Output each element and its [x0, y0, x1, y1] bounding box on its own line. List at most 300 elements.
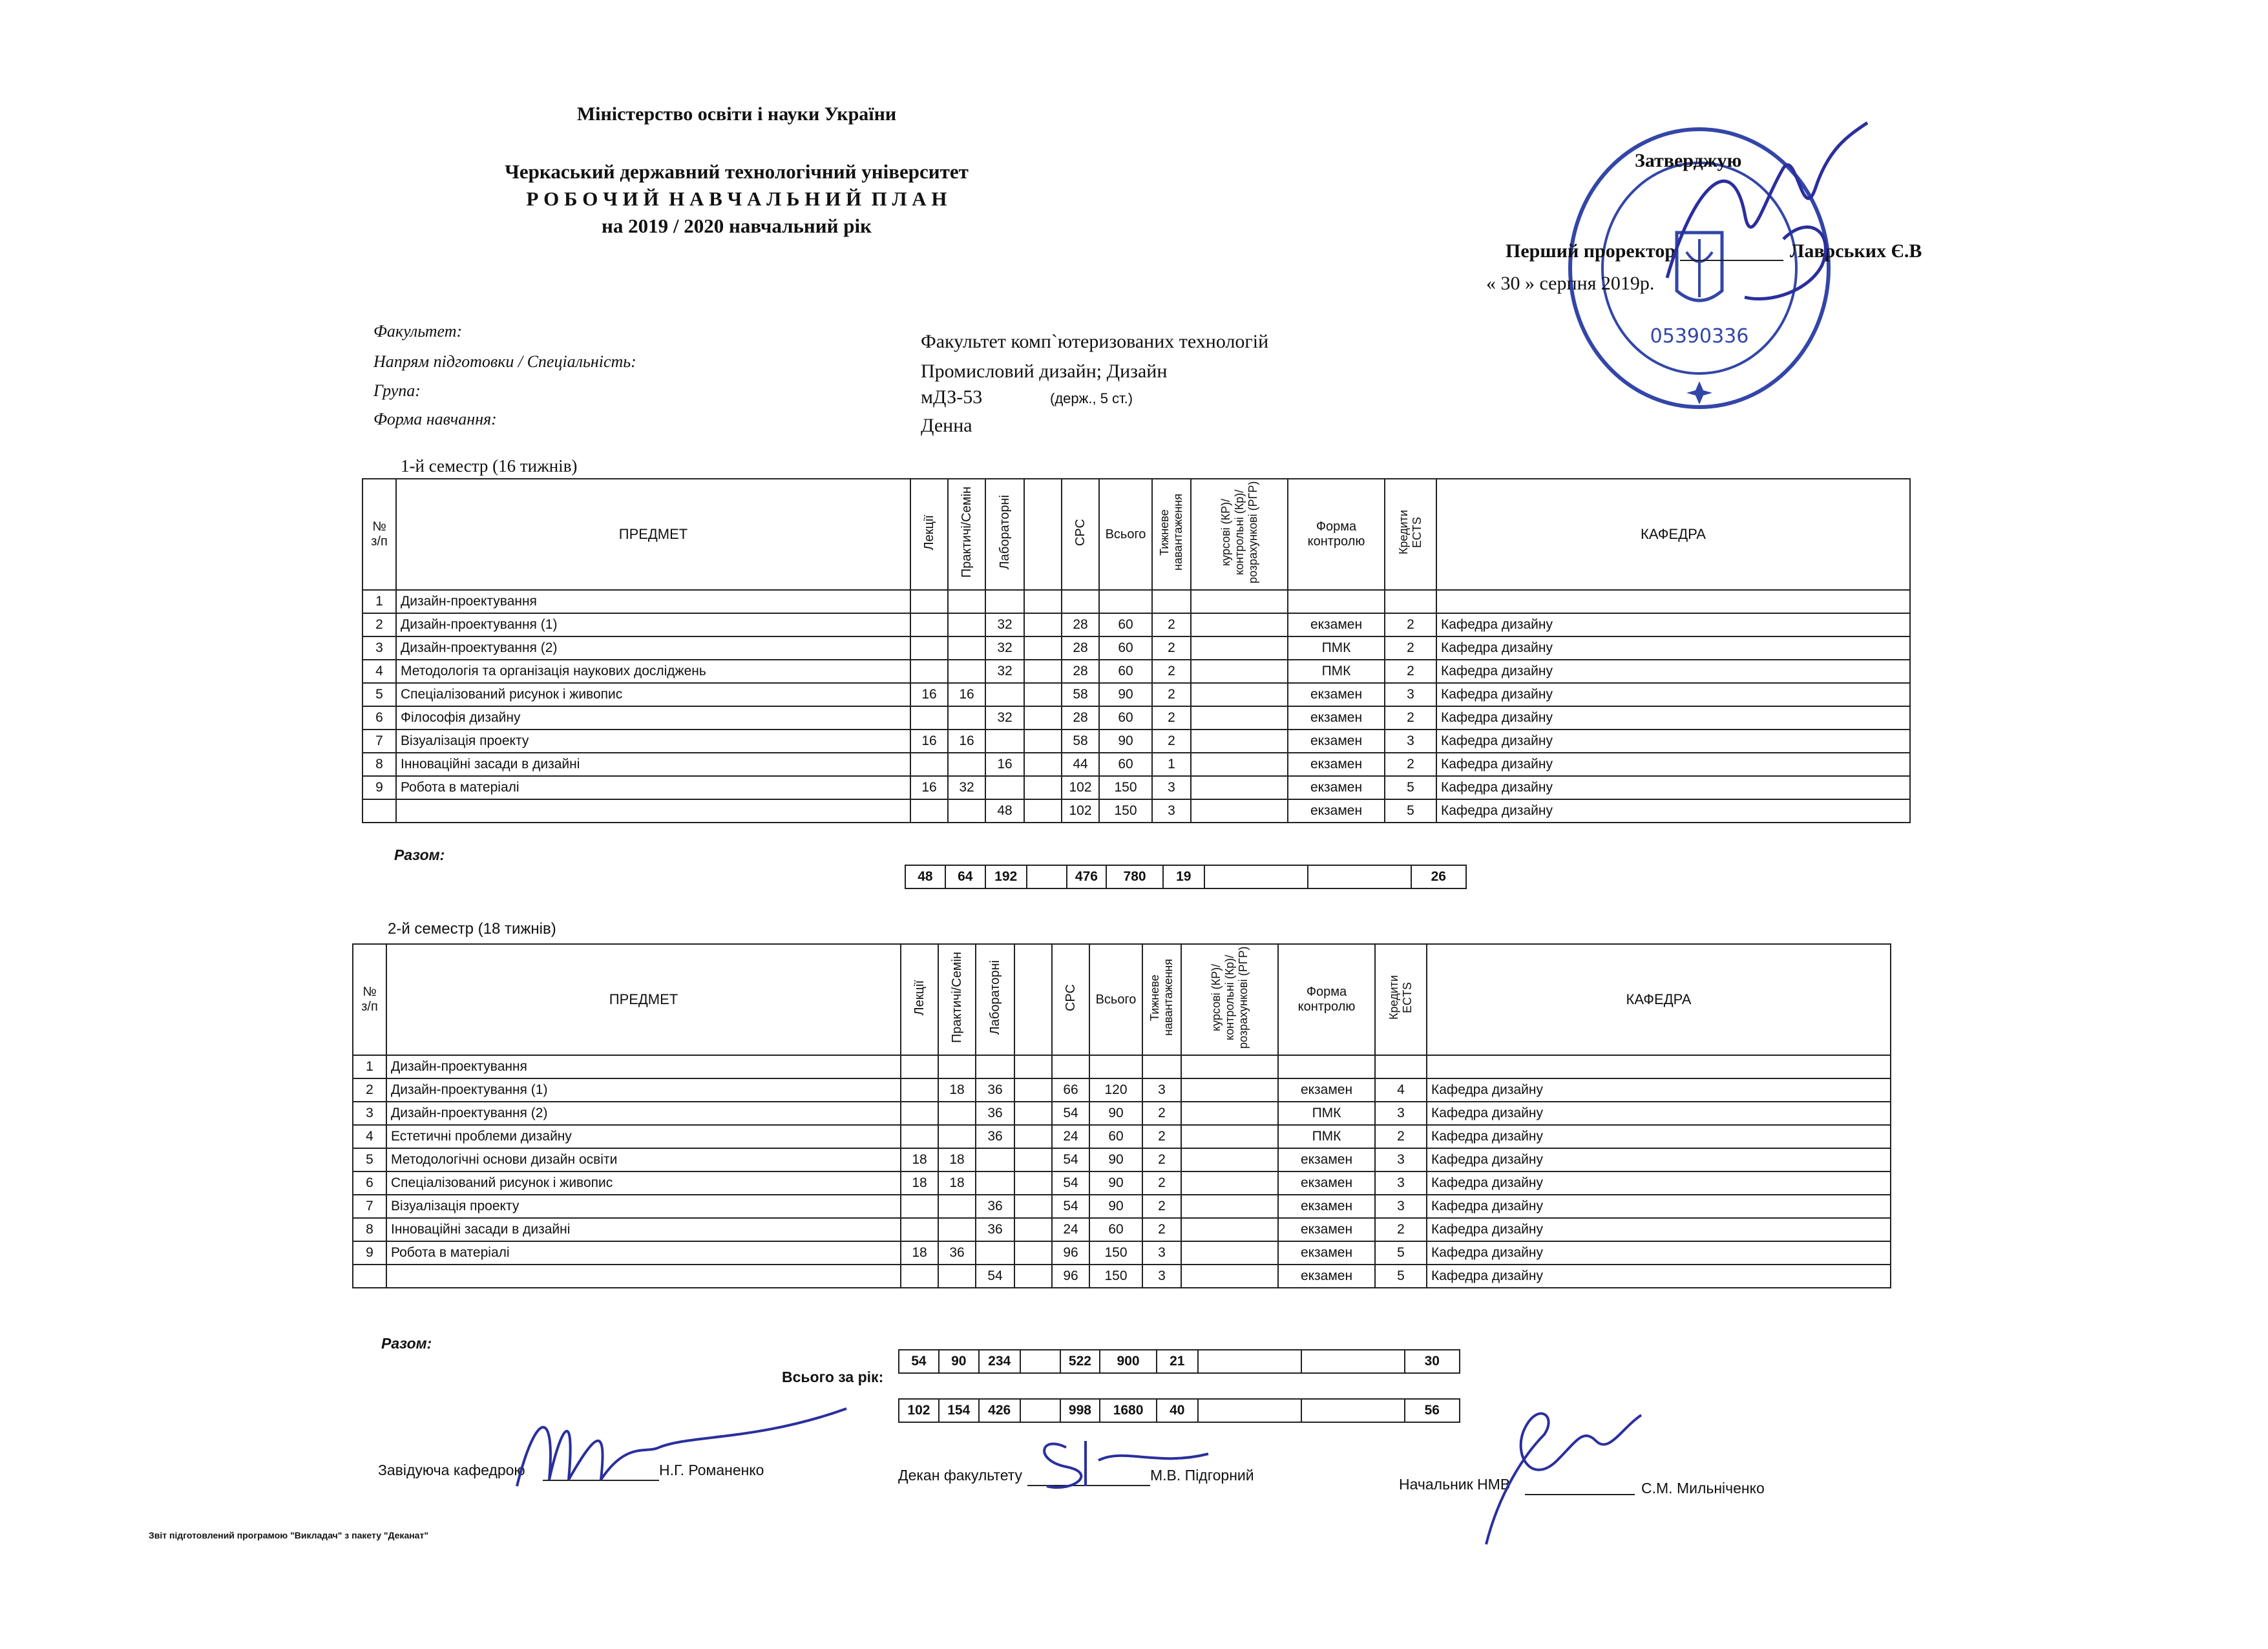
nmv-name: С.М. Мильніченко	[1641, 1480, 1765, 1497]
dept-cell: Кафедра дизайну	[1427, 1171, 1891, 1195]
row-number: 5	[353, 1148, 386, 1171]
total-cell: 90	[1089, 1148, 1142, 1171]
table-row	[362, 706, 1910, 730]
table-row	[362, 730, 1910, 753]
document-title: Р О Б О Ч И Й Н А В Ч А Л Ь Н И Й П Л А Н	[526, 187, 947, 210]
empty-cell	[1014, 1241, 1052, 1265]
col-practice: Практичі/Семін	[949, 952, 964, 1044]
semester-2-total-label: Разом:	[381, 1335, 432, 1352]
total-cell: 90	[1099, 730, 1152, 753]
year-total-label: Всього за рік:	[782, 1369, 884, 1385]
lectures-cell: 18	[901, 1171, 938, 1195]
weekly-cell: 3	[1152, 776, 1191, 799]
credits-cell: 5	[1375, 1241, 1427, 1265]
total-labs: 426	[979, 1399, 1020, 1422]
course-cell	[1191, 636, 1288, 660]
table-row	[362, 660, 1910, 683]
semester-1-total-label: Разом:	[394, 846, 445, 863]
srs-cell: 96	[1052, 1265, 1089, 1288]
labs-cell: 32	[985, 660, 1024, 683]
col-dept: КАФЕДРА	[1427, 944, 1891, 1055]
practice-cell	[938, 1265, 976, 1288]
dept-cell: Кафедра дизайну	[1427, 1218, 1891, 1241]
totals-row	[899, 1350, 1460, 1373]
weekly-cell: 2	[1152, 660, 1191, 683]
table-row	[353, 1148, 1891, 1171]
control-cell: екзамен	[1278, 1265, 1375, 1288]
empty-cell	[1024, 753, 1062, 776]
total-cell: 150	[1099, 799, 1152, 823]
practice-cell: 18	[938, 1171, 976, 1195]
dept-cell: Кафедра дизайну	[1427, 1078, 1891, 1102]
total-credits: 56	[1405, 1399, 1460, 1422]
study-form-label: Форма навчання:	[373, 410, 497, 428]
course-cell	[1181, 1195, 1278, 1218]
practice-cell	[938, 1055, 976, 1078]
total-cell: 60	[1099, 660, 1152, 683]
srs-cell: 24	[1052, 1125, 1089, 1148]
credits-cell: 3	[1375, 1195, 1427, 1218]
col-subject: ПРЕДМЕТ	[396, 479, 910, 590]
col-control: Форма контролю	[1288, 479, 1385, 590]
weekly-cell: 3	[1142, 1078, 1181, 1102]
labs-cell: 36	[976, 1125, 1014, 1148]
control-cell	[1288, 590, 1385, 613]
semester-1-title: 1-й семестр (16 тижнів)	[401, 456, 578, 476]
row-number: 9	[362, 776, 396, 799]
faculty-label: Факультет:	[373, 322, 463, 341]
row-number: 9	[353, 1241, 386, 1265]
dept-cell: Кафедра дизайну	[1436, 776, 1910, 799]
table-row	[362, 613, 1910, 636]
col-empty	[1014, 944, 1052, 1055]
empty-cell	[1024, 636, 1062, 660]
col-course: курсові (КР)/ контрольні (Кр)/ розрахункові (РГР)	[1219, 481, 1259, 584]
course-cell	[1191, 776, 1288, 799]
total-hours: 1680	[1100, 1399, 1156, 1422]
srs-cell	[1052, 1055, 1089, 1078]
row-number: 7	[353, 1195, 386, 1218]
credits-cell: 5	[1375, 1265, 1427, 1288]
empty-cell	[1014, 1055, 1052, 1078]
labs-cell	[976, 1148, 1014, 1171]
control-cell: екзамен	[1288, 776, 1385, 799]
specialty-value: Промисловий дизайн; Дизайн	[921, 361, 1168, 382]
row-number: 8	[362, 753, 396, 776]
practice-cell	[948, 590, 985, 613]
empty-cell	[1024, 613, 1062, 636]
total-practice: 154	[939, 1399, 979, 1422]
col-weekly: Тижневе навантаження	[1148, 959, 1175, 1036]
total-cell: 60	[1099, 753, 1152, 776]
credits-cell: 3	[1375, 1171, 1427, 1195]
col-total: Всього	[1099, 479, 1152, 590]
dept-cell: Кафедра дизайну	[1427, 1195, 1891, 1218]
col-srs: СРС	[1073, 518, 1087, 546]
row-number: 7	[362, 730, 396, 753]
practice-cell	[948, 799, 985, 823]
row-number: 1	[362, 590, 396, 613]
weekly-cell: 3	[1142, 1241, 1181, 1265]
credits-cell: 5	[1385, 799, 1436, 823]
credits-cell: 2	[1385, 613, 1436, 636]
approval-position: Перший проректор	[1506, 240, 1676, 262]
col-course: курсові (КР)/ контрольні (Кр)/ розрахункові (РГР)	[1209, 946, 1250, 1049]
course-cell	[1181, 1125, 1278, 1148]
control-cell: ПМК	[1278, 1102, 1375, 1125]
srs-cell: 54	[1052, 1171, 1089, 1195]
totals-row	[899, 1399, 1460, 1422]
subject-name	[386, 1265, 901, 1288]
total-weekly: 21	[1157, 1350, 1198, 1373]
control-cell: ПМК	[1288, 660, 1385, 683]
srs-cell: 28	[1062, 636, 1099, 660]
row-number: 1	[353, 1055, 386, 1078]
total-srs: 998	[1060, 1399, 1100, 1422]
empty-cell	[1024, 706, 1062, 730]
credits-cell: 2	[1385, 660, 1436, 683]
labs-cell	[985, 590, 1024, 613]
empty-cell	[1014, 1078, 1052, 1102]
control-cell: екзамен	[1278, 1218, 1375, 1241]
table-row	[353, 1125, 1891, 1148]
dept-cell: Кафедра дизайну	[1427, 1148, 1891, 1171]
practice-cell: 16	[948, 683, 985, 706]
empty-cell	[1024, 683, 1062, 706]
total-srs: 476	[1067, 865, 1107, 888]
dept-cell: Кафедра дизайну	[1436, 613, 1910, 636]
empty-cell	[1014, 1195, 1052, 1218]
col-lectures: Лекції	[912, 980, 927, 1016]
practice-cell	[938, 1102, 976, 1125]
table-row	[353, 1195, 1891, 1218]
labs-cell	[985, 730, 1024, 753]
total-cell: 90	[1089, 1195, 1142, 1218]
labs-cell	[976, 1055, 1014, 1078]
group-note: (держ., 5 ст.)	[1050, 390, 1133, 406]
weekly-cell: 2	[1152, 683, 1191, 706]
semester-2-table	[352, 943, 1891, 1288]
row-number: 4	[353, 1125, 386, 1148]
dept-cell: Кафедра дизайну	[1427, 1102, 1891, 1125]
col-labs: Лабораторні	[987, 960, 1002, 1035]
weekly-cell: 2	[1142, 1125, 1181, 1148]
col-weekly: Тижневе навантаження	[1158, 494, 1184, 571]
lectures-cell: 18	[901, 1148, 938, 1171]
row-number	[353, 1265, 386, 1288]
empty-cell	[1024, 590, 1062, 613]
col-num: № з/п	[353, 944, 386, 1055]
col-credits: Кредити ECTS	[1387, 975, 1414, 1020]
practice-cell	[948, 753, 985, 776]
subject-name: Візуалізація проекту	[386, 1195, 901, 1218]
labs-cell: 36	[976, 1195, 1014, 1218]
credits-cell: 2	[1385, 636, 1436, 660]
control-cell: екзамен	[1278, 1241, 1375, 1265]
dept-cell: Кафедра дизайну	[1436, 683, 1910, 706]
course-cell	[1191, 590, 1288, 613]
lectures-cell	[910, 613, 948, 636]
course-cell	[1191, 799, 1288, 823]
practice-cell	[938, 1195, 976, 1218]
total-credits: 26	[1411, 865, 1466, 888]
table-row	[362, 636, 1910, 660]
credits-cell: 2	[1385, 706, 1436, 730]
dept-cell: Кафедра дизайну	[1436, 730, 1910, 753]
total-cell: 150	[1089, 1241, 1142, 1265]
total-cell: 90	[1099, 683, 1152, 706]
weekly-cell: 2	[1152, 730, 1191, 753]
course-cell	[1191, 613, 1288, 636]
approval-title: Затверджую	[1635, 150, 1742, 171]
weekly-cell: 2	[1152, 636, 1191, 660]
control-cell: екзамен	[1278, 1078, 1375, 1102]
labs-cell	[985, 776, 1024, 799]
row-number: 4	[362, 660, 396, 683]
subject-name: Методологічні основи дизайн освіти	[386, 1148, 901, 1171]
total-hours: 900	[1100, 1350, 1156, 1373]
credits-cell: 2	[1385, 753, 1436, 776]
row-number: 6	[362, 706, 396, 730]
dept-cell: Кафедра дизайну	[1436, 799, 1910, 823]
subject-name: Дизайн-проектування (2)	[386, 1102, 901, 1125]
total-cell: 60	[1099, 706, 1152, 730]
total-srs: 522	[1060, 1350, 1100, 1373]
semester-2-totals	[898, 1349, 1460, 1374]
subject-name: Дизайн-проектування (2)	[396, 636, 910, 660]
total-labs: 234	[979, 1350, 1020, 1373]
lectures-cell	[901, 1055, 938, 1078]
srs-cell: 28	[1062, 660, 1099, 683]
labs-cell	[985, 683, 1024, 706]
subject-name: Візуалізація проекту	[396, 730, 910, 753]
empty-cell	[1014, 1102, 1052, 1125]
labs-cell: 32	[985, 706, 1024, 730]
course-cell	[1191, 683, 1288, 706]
lectures-cell: 16	[910, 776, 948, 799]
row-number: 3	[353, 1102, 386, 1125]
faculty-value: Факультет комп`ютеризованих технологій	[921, 331, 1269, 352]
labs-cell: 32	[985, 636, 1024, 660]
labs-cell	[976, 1241, 1014, 1265]
empty-cell	[1014, 1218, 1052, 1241]
total-cell: 60	[1099, 613, 1152, 636]
head-of-dept-name: Н.Г. Романенко	[659, 1462, 764, 1478]
head-of-dept-signature	[498, 1383, 859, 1502]
ministry-title: Міністерство освіти і науки України	[576, 103, 897, 125]
group-value: мДЗ-53	[921, 386, 983, 408]
labs-cell: 36	[976, 1218, 1014, 1241]
approval-date: « 30 » серпня 2019р.	[1486, 273, 1655, 294]
practice-cell: 18	[938, 1148, 976, 1171]
total-practice: 64	[945, 865, 985, 888]
practice-cell	[948, 636, 985, 660]
course-cell	[1181, 1055, 1278, 1078]
total-cell	[1099, 590, 1152, 613]
weekly-cell: 2	[1142, 1102, 1181, 1125]
control-cell: екзамен	[1288, 799, 1385, 823]
total-cell	[1089, 1055, 1142, 1078]
lectures-cell	[901, 1195, 938, 1218]
control-cell: екзамен	[1278, 1195, 1375, 1218]
srs-cell: 58	[1062, 683, 1099, 706]
col-num: № з/п	[362, 479, 396, 590]
col-labs: Лабораторні	[997, 495, 1012, 570]
dean-label: Декан факультету	[898, 1467, 1023, 1484]
table-row	[362, 753, 1910, 776]
control-cell: екзамен	[1288, 706, 1385, 730]
subject-name: Філософія дизайну	[396, 706, 910, 730]
srs-cell: 24	[1052, 1218, 1089, 1241]
total-cell: 60	[1099, 636, 1152, 660]
course-cell	[1191, 660, 1288, 683]
university-title: Черкаський державний технологічний університет	[505, 160, 969, 183]
semester-1-table	[362, 478, 1911, 823]
dept-cell: Кафедра дизайну	[1436, 660, 1910, 683]
lectures-cell	[901, 1078, 938, 1102]
practice-cell: 16	[948, 730, 985, 753]
srs-cell: 102	[1062, 799, 1099, 823]
course-cell	[1181, 1102, 1278, 1125]
year-totals	[898, 1398, 1460, 1423]
course-cell	[1181, 1148, 1278, 1171]
srs-cell: 54	[1052, 1148, 1089, 1171]
group-label: Група:	[373, 381, 421, 400]
total-lectures: 54	[899, 1350, 939, 1373]
table-row	[362, 776, 1910, 799]
subject-name: Дизайн-проектування	[386, 1055, 901, 1078]
labs-cell: 36	[976, 1078, 1014, 1102]
control-cell: екзамен	[1288, 753, 1385, 776]
nmv-signature	[1447, 1389, 1667, 1560]
credits-cell: 3	[1385, 730, 1436, 753]
row-number: 8	[353, 1218, 386, 1241]
labs-cell: 16	[985, 753, 1024, 776]
table-header-row	[362, 479, 1910, 590]
lectures-cell	[910, 590, 948, 613]
row-number: 5	[362, 683, 396, 706]
weekly-cell: 2	[1142, 1148, 1181, 1171]
dept-cell	[1427, 1055, 1891, 1078]
col-control: Форма контролю	[1278, 944, 1375, 1055]
subject-name: Дизайн-проектування	[396, 590, 910, 613]
row-number: 2	[353, 1078, 386, 1102]
srs-cell: 28	[1062, 613, 1099, 636]
dept-cell	[1436, 590, 1910, 613]
lectures-cell	[910, 660, 948, 683]
labs-cell	[976, 1171, 1014, 1195]
row-number	[362, 799, 396, 823]
credits-cell	[1375, 1055, 1427, 1078]
weekly-cell: 3	[1142, 1265, 1181, 1288]
dept-cell: Кафедра дизайну	[1427, 1265, 1891, 1288]
empty-cell	[1014, 1265, 1052, 1288]
lectures-cell: 16	[910, 683, 948, 706]
subject-name	[396, 799, 910, 823]
stamp-code: 05390336	[1650, 325, 1749, 348]
subject-name: Інноваційні засади в дизайні	[386, 1218, 901, 1241]
total-cell: 90	[1089, 1102, 1142, 1125]
srs-cell	[1062, 590, 1099, 613]
col-subject: ПРЕДМЕТ	[386, 944, 901, 1055]
weekly-cell: 3	[1152, 799, 1191, 823]
srs-cell: 102	[1062, 776, 1099, 799]
weekly-cell: 2	[1152, 706, 1191, 730]
lectures-cell	[901, 1125, 938, 1148]
col-srs: СРС	[1063, 983, 1078, 1011]
course-cell	[1181, 1241, 1278, 1265]
col-dept: КАФЕДРА	[1436, 479, 1910, 590]
course-cell	[1191, 706, 1288, 730]
empty-cell	[1024, 730, 1062, 753]
total-weekly: 40	[1157, 1399, 1198, 1422]
total-lectures: 102	[899, 1399, 939, 1422]
dept-cell: Кафедра дизайну	[1427, 1241, 1891, 1265]
control-cell: екзамен	[1288, 613, 1385, 636]
control-cell: ПМК	[1278, 1125, 1375, 1148]
subject-name: Робота в матеріалі	[396, 776, 910, 799]
credits-cell: 3	[1375, 1102, 1427, 1125]
dean-signature	[1027, 1422, 1221, 1502]
table-header-row	[353, 944, 1891, 1055]
srs-cell: 44	[1062, 753, 1099, 776]
specialty-label: Напрям підготовки / Спеціальність:	[373, 352, 636, 371]
total-cell: 60	[1089, 1218, 1142, 1241]
table-row	[362, 799, 1910, 823]
dept-cell: Кафедра дизайну	[1427, 1125, 1891, 1148]
nmv-label: Начальник НМВ	[1399, 1476, 1511, 1493]
approval-name: Лаврських Є.В	[1790, 240, 1922, 262]
col-empty	[1024, 479, 1062, 590]
weekly-cell: 2	[1142, 1218, 1181, 1241]
practice-cell	[948, 706, 985, 730]
total-credits: 30	[1405, 1350, 1460, 1373]
lectures-cell: 18	[901, 1241, 938, 1265]
table-row	[353, 1241, 1891, 1265]
subject-name: Інноваційні засади в дизайні	[396, 753, 910, 776]
col-lectures: Лекції	[921, 514, 936, 551]
empty-cell	[1024, 799, 1062, 823]
total-cell: 120	[1089, 1078, 1142, 1102]
practice-cell	[948, 613, 985, 636]
labs-cell: 48	[985, 799, 1024, 823]
srs-cell: 54	[1052, 1195, 1089, 1218]
lectures-cell	[910, 799, 948, 823]
dean-name: М.В. Підгорний	[1150, 1467, 1254, 1484]
credits-cell	[1385, 590, 1436, 613]
srs-cell: 66	[1052, 1078, 1089, 1102]
credits-cell: 2	[1375, 1218, 1427, 1241]
total-labs: 192	[985, 865, 1027, 888]
subject-name: Дизайн-проектування (1)	[386, 1078, 901, 1102]
total-cell: 150	[1099, 776, 1152, 799]
subject-name: Дизайн-проектування (1)	[396, 613, 910, 636]
weekly-cell	[1142, 1055, 1181, 1078]
table-row	[362, 683, 1910, 706]
table-row	[362, 590, 1910, 613]
empty-cell	[1014, 1148, 1052, 1171]
subject-name: Спеціалізований рисунок і живопис	[396, 683, 910, 706]
srs-cell: 96	[1052, 1241, 1089, 1265]
labs-cell: 54	[976, 1265, 1014, 1288]
course-cell	[1191, 753, 1288, 776]
credits-cell: 3	[1385, 683, 1436, 706]
head-of-dept-label: Завідуюча кафедрою	[378, 1462, 525, 1478]
totals-row	[905, 865, 1466, 888]
table-row	[353, 1218, 1891, 1241]
row-number: 6	[353, 1171, 386, 1195]
empty-cell	[1024, 776, 1062, 799]
